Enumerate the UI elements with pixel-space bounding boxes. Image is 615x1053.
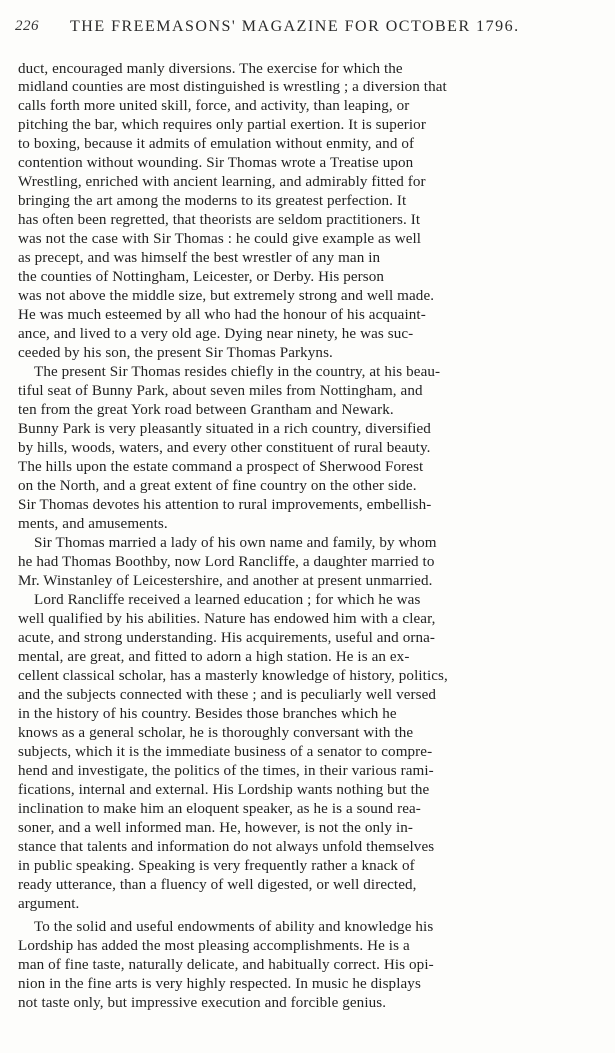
text-line: Lordship has added the most pleasing accomplishments. He is a: [18, 938, 410, 954]
text-line: Wrestling, enriched with ancient learning, and admirably fitted for: [18, 174, 426, 190]
text-line: not taste only, but impressive execution and forcible genius.: [18, 995, 387, 1011]
text-line: contention without wounding. Sir Thomas wrote a Treatise upon: [18, 155, 414, 171]
text-line: hend and investigate, the politics of the times, in their various rami-: [18, 763, 434, 779]
text-line: subjects, which it is the immediate business of a senator to compre-: [18, 744, 433, 760]
text-line: man of fine taste, naturally delicate, and habitually correct. His opi-: [18, 957, 434, 973]
text-line: in public speaking. Speaking is very frequently rather a knack of: [18, 858, 415, 874]
text-line: pitching the bar, which requires only partial exertion. It is superior: [18, 117, 426, 133]
text-line: was not above the middle size, but extremely strong and well made.: [18, 288, 435, 304]
text-line: To the solid and useful endowments of ability and knowledge his: [34, 919, 434, 935]
text-line: ance, and lived to a very old age. Dying near ninety, he was suc-: [18, 326, 414, 342]
text-line: Lord Rancliffe received a learned education ; for which he was: [34, 592, 421, 608]
journal-title: THE FREEMASONS' MAGAZINE FOR OCTOBER 1796.: [70, 18, 520, 35]
text-line: by hills, woods, waters, and every other constituent of rural beauty.: [18, 440, 431, 456]
text-line: calls forth more united skill, force, and activity, than leaping, or: [18, 98, 410, 114]
text-line: Mr. Winstanley of Leicestershire, and another at present unmarried.: [18, 573, 433, 589]
text-line: tiful seat of Bunny Park, about seven miles from Nottingham, and: [18, 383, 423, 399]
text-line: in the history of his country. Besides those branches which he: [18, 706, 397, 722]
running-head: [0, 18, 615, 50]
text-line: knows as a general scholar, he is thoroughly conversant with the: [18, 725, 414, 741]
text-line: cellent classical scholar, has a masterly knowledge of history, politics,: [18, 668, 448, 684]
text-line: ceeded by his son, the present Sir Thomas Parkyns.: [18, 345, 333, 361]
text-line: duct, encouraged manly diversions. The exercise for which the: [18, 61, 403, 77]
text-line: bringing the art among the moderns to its greatest perfection. It: [18, 193, 407, 209]
text-line: inclination to make him an eloquent speaker, as he is a sound rea-: [18, 801, 421, 817]
text-line: soner, and a well informed man. He, however, is not the only in-: [18, 820, 414, 836]
text-line: Bunny Park is very pleasantly situated in a rich country, diversified: [18, 421, 431, 437]
text-line: and the subjects connected with these ; and is peculiarly well versed: [18, 687, 437, 703]
text-line: has often been regretted, that theorists are seldom practitioners. It: [18, 212, 421, 228]
text-line: the counties of Nottingham, Leicester, or Derby. His person: [18, 269, 385, 285]
text-line: as precept, and was himself the best wrestler of any man in: [18, 250, 381, 266]
text-line: He was much esteemed by all who had the honour of his acquaint-: [18, 307, 426, 323]
text-line: The present Sir Thomas resides chiefly in the country, at his beau-: [34, 364, 441, 380]
text-line: ready utterance, than a fluency of well digested, or well directed,: [18, 877, 417, 893]
text-line: Sir Thomas devotes his attention to rural improvements, embellish-: [18, 497, 432, 513]
text-line: stance that talents and information do not always unfold themselves: [18, 839, 435, 855]
text-line: well qualified by his abilities. Nature has endowed him with a clear,: [18, 611, 436, 627]
text-line: argument.: [18, 896, 80, 912]
text-line: nion in the fine arts is very highly respected. In music he displays: [18, 976, 421, 992]
text-line: ments, and amusements.: [18, 516, 168, 532]
text-line: The hills upon the estate command a prospect of Sherwood Forest: [18, 459, 424, 475]
text-line: midland counties are most distinguished is wrestling ; a diversion that: [18, 79, 447, 95]
text-line: was not the case with Sir Thomas : he could give example as well: [18, 231, 422, 247]
text-line: to boxing, because it admits of emulation without enmity, and of: [18, 136, 415, 152]
text-line: on the North, and a great extent of fine country on the other side.: [18, 478, 417, 494]
text-line: ten from the great York road between Grantham and Newark.: [18, 402, 394, 418]
text-line: fications, internal and external. His Lordship wants nothing but the: [18, 782, 430, 798]
text-line: mental, are great, and fitted to adorn a high station. He is an ex-: [18, 649, 410, 665]
text-line: he had Thomas Boothby, now Lord Rancliffe, a daughter married to: [18, 554, 435, 570]
text-line: acute, and strong understanding. His acquirements, useful and orna-: [18, 630, 436, 646]
text-line: Sir Thomas married a lady of his own name and family, by whom: [34, 535, 437, 551]
page-number: 226: [15, 18, 39, 34]
